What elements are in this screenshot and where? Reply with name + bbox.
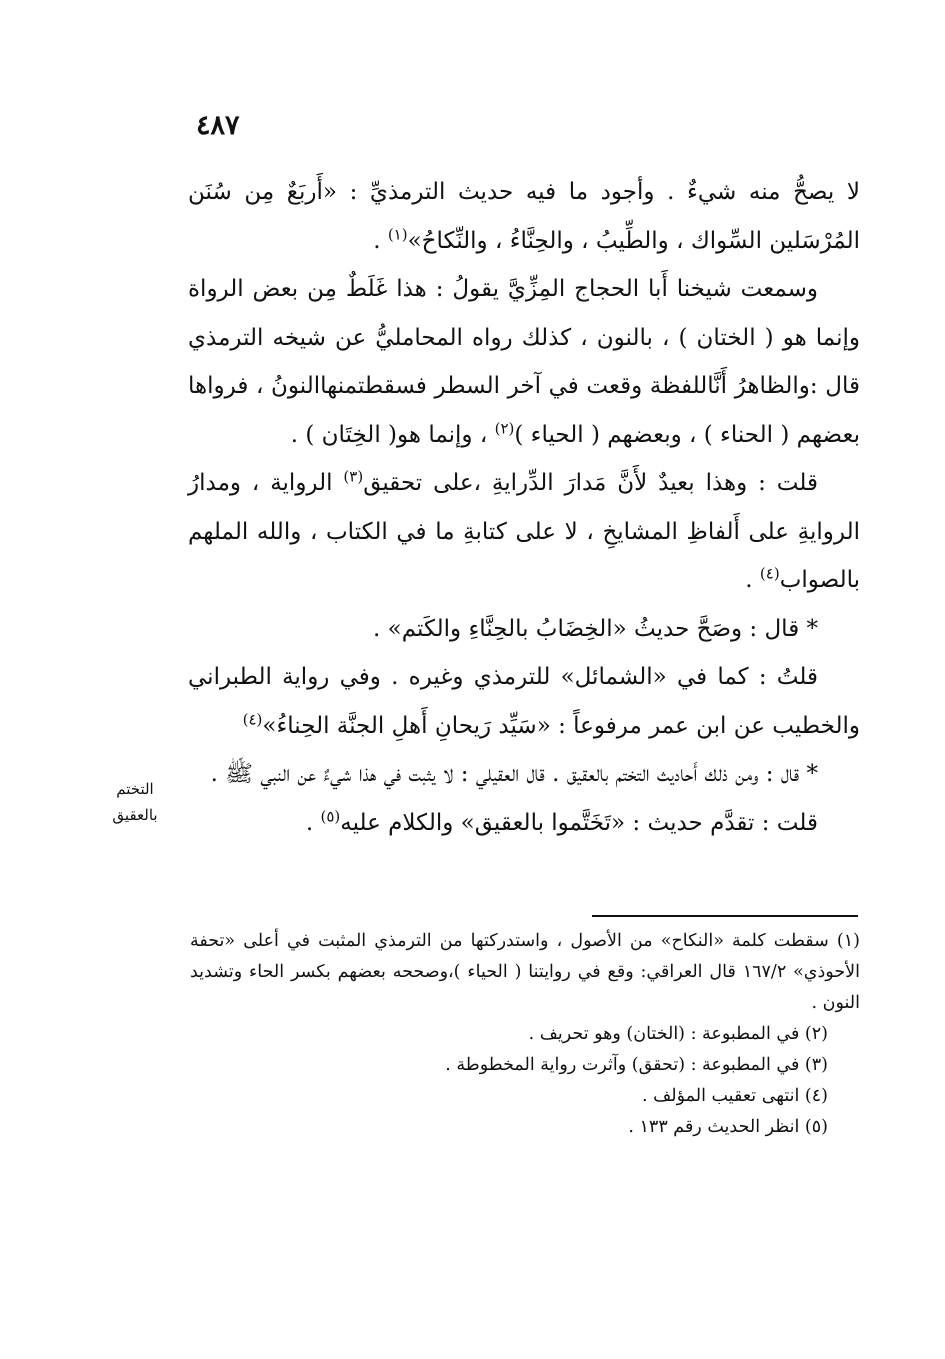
- footnote-marker: (٣): [343, 467, 364, 486]
- footnote: (١) سقطت كلمة «النكاح» من الأصول ، واستدركتها من الترمذي المثبت في أعلى «تحفة الأحوذي» ١٦٧/٢ قال العراقي: وقع في روايتنا ( الحياء )،وصححه بعضهم بكسر الحاء وتشديد النون .: [190, 931, 860, 1013]
- footnote-marker: (٤): [242, 709, 263, 728]
- footnote: (٣) في المطبوعة : (تحقق) وآثرت رواية المخطوطة .: [445, 1055, 828, 1075]
- margin-note-line: التختم: [116, 780, 154, 798]
- page-number: ٤٨٧: [196, 110, 240, 141]
- paragraph-text: .: [745, 567, 760, 593]
- paragraph-text: وسمعت شيخنا أَبا الحجاج المِزِّيَّ يقولُ : هذا غَلَطٌ مِن بعض الرواة وإنما هو ( الختان ) ، بالنون ، كذلك رواه المحامليُّ عن شيخه الترمذي قال :والظاهرُ أَنَّاللفظة وقعت في آخر السطر فسقطتمنهاالنونُ ، فرواها بعضهم ( الحناء ) ، وبعضهم ( الحياء ): [188, 276, 860, 448]
- paragraph-text: لا يصحُّ منه شيءٌ . وأجود ما فيه حديث الترمذيِّ : «أَربَعٌ مِن سُنَن المُرْسَلين السِّواك ، والطِّيبُ ، والحِنَّاءُ ، والنِّكاحُ»: [188, 179, 860, 254]
- paragraph-text: * قال : وصَحَّ حديثُ «الخِضَابُ بالحِنَّاءِ والكَتم» .: [373, 615, 818, 642]
- main-text: [188, 168, 860, 847]
- footnote: (٢) في المطبوعة : (الختان) وهو تحريف .: [528, 1024, 828, 1044]
- paragraph-text: الرواية ، ومدارُ الروايةِ على أَلفاظِ المشايخِ ، لا على كتابةِ ما في الكتاب ، والله الملهم بالصواب: [188, 470, 860, 593]
- margin-note: [92, 776, 178, 828]
- footnote: (٤) انتهى تعقيب المؤلف .: [642, 1086, 828, 1106]
- paragraph-text: .: [305, 809, 321, 836]
- paragraph: [188, 459, 860, 605]
- footnotes: [190, 926, 860, 1143]
- paragraph: [188, 168, 860, 265]
- paragraph: [188, 265, 860, 459]
- footnote-marker: (١): [387, 224, 408, 243]
- paragraph-text: قلت : وهذا بعيدٌ لأَنَّ مَدارَ الدِّرايةِ ،على تحقيق: [363, 470, 818, 496]
- paragraph-text: .: [373, 227, 388, 254]
- paragraph-text: قلتُ : كما في «الشمائل» للترمذي وغيره . وفي رواية الطبراني والخطيب عن ابن عمر مرفوعاً : «سَيِّد رَيحانِ أَهلِ الجنَّة الحِناءُ»: [188, 664, 860, 739]
- footnote-marker: (٢): [494, 418, 515, 437]
- footnote-divider: [592, 915, 858, 917]
- paragraph-text: * قال : ومن ذلك أَحاديث التختم بالعقيق . قال العقيلي : لا يثبت في هذا شيءٌ عن النبي ﷺ .: [210, 761, 818, 787]
- paragraph: [188, 605, 860, 654]
- footnote: (٥) انظر الحديث رقم ١٣٣ .: [628, 1117, 828, 1137]
- paragraph-text: ، وإنما هو( الخِتَان ) .: [290, 421, 495, 448]
- footnote-marker: (٥): [320, 806, 341, 825]
- paragraph: [188, 750, 860, 799]
- paragraph: [188, 799, 860, 848]
- margin-note-line: بالعقيق: [112, 806, 158, 824]
- paragraph: [188, 653, 860, 750]
- paragraph-text: قلت : تقدَّم حديث : «تَخَتَّموا بالعقيق» والكلام عليه: [340, 809, 818, 836]
- footnote-marker: (٤): [759, 564, 780, 583]
